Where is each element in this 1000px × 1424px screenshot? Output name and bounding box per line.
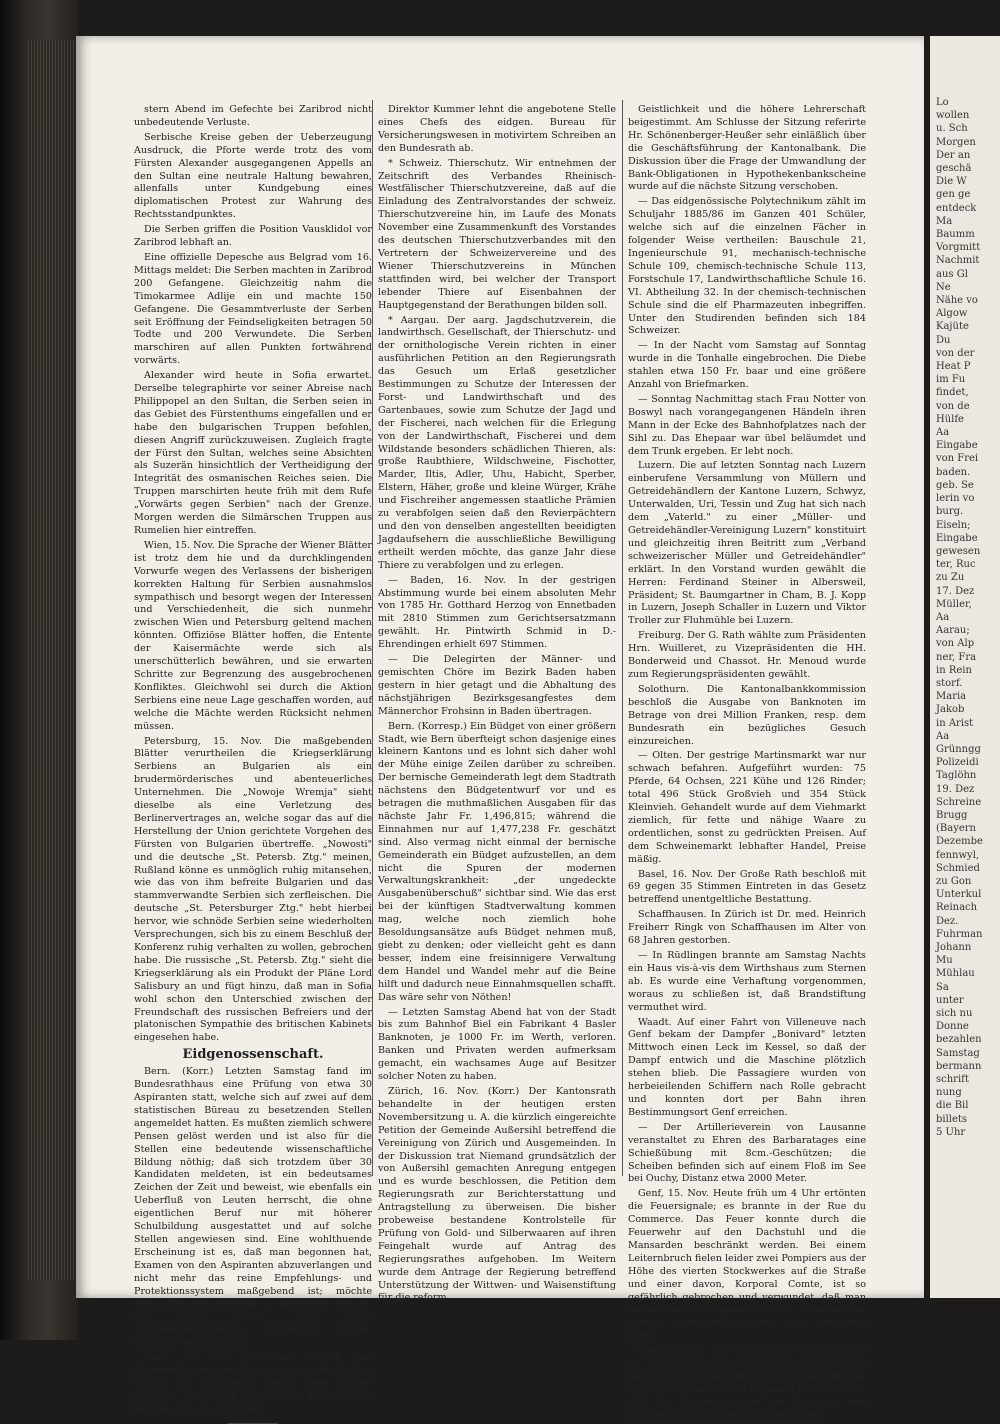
adjacent-page-fragment: bermann (936, 1060, 982, 1072)
adjacent-page-fragment: Eiseln; (936, 519, 971, 531)
adjacent-page-fragment: Grünngg (936, 743, 981, 755)
adjacent-page-fragment: von Frei (936, 453, 979, 465)
adjacent-page-fragment: Aarau; (936, 625, 970, 637)
adjacent-page-fragment: u. Sch (936, 123, 968, 135)
page-edges (28, 40, 74, 1280)
adjacent-page-fragment: Kajüte (936, 321, 969, 333)
adjacent-page-fragment: Nähe vo (936, 295, 978, 307)
adjacent-page-fragment: Johann (936, 942, 972, 953)
adjacent-page-fragment: Algow (936, 308, 968, 320)
article-paragraph: Alexander wird heute in Sofia erwartet. Derselbe telegraphirte vor seiner Abreise nach Philippopel an den Sultan, die Serben seien in das Gebiet des Fürstenthums eingefallen und er habe den bulgarischen Truppen befohlen, diesen Angriff zurückzuweisen. Zugleich fragte der Fürst den Sultan, welches seine Absichten als Suzerän hinsichtlich der Vertheidigung der Integrität des osmanischen Reiches seien. Die Truppen marschirten heute früh mit dem Rufe „Vorwärts gegen Serbien" nach der Grenze. Morgen werden die Silmärschen Truppen aus Rumelien hier eintreffen. (134, 370, 372, 536)
adjacent-page-fragment: Jakob (936, 704, 965, 716)
adjacent-page-fragment: unter (936, 994, 964, 1006)
adjacent-page-fragment: Mu (936, 955, 953, 967)
adjacent-page-fragment: sich nu (936, 1008, 973, 1020)
adjacent-page-fragment: Mühlau (936, 968, 975, 980)
adjacent-page-fragment: burg. (936, 506, 964, 518)
adjacent-page-fragment: lerin vo (936, 493, 975, 505)
article-paragraph: Basel, 16. Nov. Der Große Rath beschloß mit 69 gegen 35 Stimmen Eintreten in das Gesetz betreffend unentgeltliche Bestattung. (628, 868, 866, 906)
adjacent-page-fragment: Polizeidi (936, 757, 979, 769)
adjacent-page-fragment: nung (936, 1087, 962, 1099)
article-paragraph: Direktor Kummer lehnt die angebotene Stelle eines Chefs des eidgen. Bureau für Versicherungswesen in motivirtem Schreiben an den Bundesrath ab. (378, 104, 616, 154)
article-paragraph: — In der Nacht vom Samstag auf Sonntag wurde in die Tonhalle eingebrochen. Die Diebe stahlen etwa 150 Fr. baar und eine größere Anzahl von Briefmarken. (628, 340, 866, 391)
adjacent-page-fragment: die Bil (936, 1100, 969, 1112)
column-1-paragraphs (134, 104, 372, 1045)
column-rule (622, 100, 623, 1176)
adjacent-page-fragment: Eingabe (936, 440, 978, 452)
article-paragraph: — Die Delegirten der Männer- und gemischten Chöre im Bezirk Baden haben gestern in hier getagt und die Abhaltung des nächstjährigen Bezirksgesangfestes dem Männerchor Frohsinn in Baden übertragen. (378, 654, 616, 717)
adjacent-page-fragment: Donne (936, 1021, 969, 1033)
article-paragraph: Luzern. Die auf letzten Sonntag nach Luzern einberufene Versammlung von Müllern und Getreidehändlern der Kantone Luzern, Schwyz, Unterwalden, Uri, Tessin und Zug hat sich nach dem „Vaterld." zu einer „Müller- und Getreidehändler-Vereinigung Luzern" konstituirt und gleichzeitig ihren Beitritt zum „Verband schweizerischer Müller und Getreidehändler" erklärt. In den Vorstand wurden gewählt die Herren: Ferdinand Steiner in Albersweil, Präsident; St. Baumgartner in Cham, B. J. Kopp in Luzern, Joseph Schaller in Luzern und Viktor Troller zur Fluhmühle bei Luzern. (628, 460, 866, 627)
article-paragraph: Waadt. Auf einer Fahrt von Villeneuve nach Genf bekam der Dampfer „Bonivard" letzten Mittwoch einen Leck im Kessel, so daß der Dampf entwich und die Maschine plötzlich stehen blieb. Die Passagiere wurden von herbeieilenden Schiffern nach Rolle gebracht und konnten dort per Bahn ihren Bestimmungsort Genf erreichen. (628, 1016, 866, 1118)
adjacent-page-fragment: zu Zu (936, 572, 965, 584)
adjacent-page-fragment: Samstag (936, 1047, 980, 1059)
article-paragraph: Zürich, 16. Nov. (Korr.) Der Kantonsrath behandelte in der heutigen ersten Novembersitzung u. A. die kürzlich eingereichte Petition der Gemeinde Außersihl betreffend die Vereinigung von Zürich und Ausgemeinden. In der Diskussion trat Niemand grundsätzlich der von Außersihl gemachten Anregung entgegen und es wurde beschlossen, die Petition dem Regierungsrath zur Berichterstattung und Antragstellung zu überweisen. Die bisher probeweise bestandene Kontrolstelle für Prüfung von Gold- und Silberwaaren auf ihren Feingehalt wurde auf Antrag des Regierungsrathes aufgehoben. Im Weitern wurde dem Antrage der Regierung betreffend Unterstützung der Wittwen- und Waisenstiftung für die reform. (378, 1085, 616, 1304)
article-paragraph: Schaffhausen. In Zürich ist Dr. med. Heinrich Freiherr Ringk von Schaffhausen im Alter von 68 Jahren gestorben. (628, 909, 866, 947)
article-paragraph: — Sonntag Nachmittag stach Frau Notter von Boswyl nach vorangegangenen Händeln ihren Mann in der Ecke des Bahnhofplatzes nach der Sihl zu. Das Ehepaar war übel beläumdet und dem Trunk ergeben. Er lebt noch. (628, 393, 866, 457)
adjacent-page-fragment: 5 Uhr (936, 1126, 966, 1138)
column-1 (134, 104, 372, 1415)
column-3 (628, 104, 866, 1421)
column-2-paragraphs (378, 104, 616, 1305)
adjacent-page-fragment: Taglöhn (936, 770, 977, 782)
adjacent-page-fragment: findet, (936, 387, 969, 399)
article-paragraph: — Baden, 16. Nov. In der gestrigen Abstimmung wurde bei einem absoluten Mehr von 1785 Hr. Gotthard Herzog von Ennetbaden mit 2810 Stimmen zum Gerichtsersatzmann gewählt. Hr. Pintwirth Schmid in D.-Ehrendingen erhielt 697 Stimmen. (378, 574, 616, 651)
adjacent-page-fragment: Heat P (936, 361, 971, 373)
adjacent-page-fragment: geb. Se (936, 479, 974, 491)
article-paragraph: — Olten. Der gestrige Martinsmarkt war nur schwach befahren. Aufgeführt wurden: 75 Pferde, 64 Ochsen, 221 Kühe und 126 Rinder; total 496 Stück Großvieh und 354 Stück Kleinvieh. Gehandelt wurde auf dem Viehmarkt ziemlich, für fette und nähige Waare zu ordentlichen, sonst zu gedrückten Preisen. Auf dem Schweinemarkt lebhafter Handel, Preise mäßig. (628, 750, 866, 865)
adjacent-page-fragment: Lo (936, 97, 949, 108)
article-paragraph: Serbische Kreise geben der Ueberzeugung Ausdruck, die Pforte werde trotz des vom Fürsten Alexander ausgegangenen Appells an den Sultan eine neutrale Haltung bewahren, allenfalls unter Kundgebung eines diplomatischen Protest zur Wahrung des Rechtsstandpunktes. (134, 131, 372, 221)
article-paragraph: Eine offizielle Depesche aus Belgrad vom 16. Mittags meldet: Die Serben machten in Zaribrod 200 Gefangene. Gleichzeitig nahm die Timokarmee Adlije ein und machte 150 Gefangene. Die Gesammtverluste der Serben seit Eröffnung der Feindseligkeiten betragen 50 Todte und 200 Verwundete. Die Serben marschiren auf allen Punkten fortwährend vorwärts. (134, 251, 372, 367)
adjacent-page-fragment: Reinach (936, 902, 978, 914)
adjacent-page-fragment: aus Gl (936, 268, 968, 280)
article-paragraph: Wien, 15. Nov. Die Sprache der Wiener Blätter ist trotz dem hie und da durchklingenden Vorwurfe wegen des Verlassens der bisherigen korrekten Haltung für Serbien ausnahmslos sympathisch und besorgt wegen der Interessen und Verschiedenheit, die sich nunmehr zwischen Wien und Petersburg geltend machen könnten. Offiziöse Blätter hoffen, die Entente der Kaisermächte werde sich als unerschütterlich bewähren, und sie erwarten Schritte zur Begrenzung des ausgebrochenen Konfliktes. Gleichwohl sei durch die Aktion Serbiens eine neue Lage geschaffen worden, auf welche die Mächte werden Rücksicht nehmen müssen. (134, 539, 372, 732)
adjacent-page-fragment: Aa (936, 611, 950, 623)
adjacent-page-fragment: Vorgmitt (936, 242, 981, 254)
adjacent-page-fragment: Sa (936, 981, 949, 993)
adjacent-page-fragment: Morgen (936, 136, 976, 148)
adjacent-page-fragment: 17. Dez (936, 585, 975, 597)
adjacent-page-fragment: Müller, (936, 598, 972, 610)
adjacent-page-fragment: Nachmit (936, 255, 980, 267)
adjacent-page-fragment: Hülfe (936, 413, 964, 425)
adjacent-page-fragments (930, 36, 1000, 1139)
adjacent-page-fragment: gen ge (936, 189, 971, 201)
adjacent-page-fragment: Maria (936, 691, 967, 703)
article-paragraph: Bern. (Korr.) Letzten Samstag fand im Bundesrathhaus eine Prüfung von etwa 30 Aspiranten statt, welche sich auf zwei auf dem statistischen Büreau zu besetzenden Stellen angemeldet hatten. Es mußten ziemlich schwere Pensen gelöst werden und ist also für die Stellen eine bedeutende wissenschaftliche Bildung nöthig; daß sich trotzdem über 30 Kandidaten meldeten, ist ein bedeutsames Zeichen der Zeit und beweist, wie ebenfalls ein Ueberfluß von Leuten herrscht, die ohne eigentlichen Beruf nur mit höherer Schulbildung ausgestattet und auf solche Stellen angewiesen sind. Eine wohlthuende Erscheinung ist es, daß man begonnen hat, Examen von den Aspiranten abzuverlangen und nicht mehr das reine Empfehlungs- und Protektionssystem maßgebend ist; möchte dieses für eine Republik so unwürdige System, das heute leider noch viele verdammungswürdige Auswüchse treibt, gänzlich verschwinden. (134, 1066, 372, 1349)
adjacent-page-fragment: gewesen (936, 545, 981, 557)
adjacent-page-fragment: 19. Dez (936, 783, 975, 795)
adjacent-page-fragment: von der (936, 347, 975, 359)
article-paragraph: Bern, 16. Nov. Zwischen Belgien und Frankreich wird unablässig unterhandelt. Man glaubt, ein Entscheid werde diese Woche erfolgen. Frankreich ist sichtlich bemüht, mit Belgien sich zu arrangiren. (134, 1352, 372, 1415)
adjacent-page-fragment: wollen (936, 110, 970, 122)
adjacent-page-fragment: storf. (936, 677, 963, 689)
adjacent-page-fragment: Dez. (936, 915, 959, 927)
adjacent-page-fragment: Ma (936, 215, 953, 227)
adjacent-page-fragment: (Bayern (936, 823, 976, 835)
adjacent-page-fragment: Aa (936, 427, 950, 439)
column-1-paragraphs-after (134, 1066, 372, 1416)
adjacent-page-fragment: Dezembe (936, 836, 983, 848)
article-paragraph: stern Abend im Gefechte bei Zaribrod nicht unbedeutende Verluste. (134, 104, 372, 128)
adjacent-page-fragment: von de (936, 400, 970, 412)
adjacent-page-fragment: Fuhrman (936, 928, 983, 940)
adjacent-page-fragment: Schreine (936, 796, 982, 808)
adjacent-page-fragment: im Fu (936, 374, 966, 386)
separator-line (228, 1423, 278, 1424)
adjacent-page-fragment: Schmied (936, 862, 980, 874)
adjacent-page-fragment: Unterkul (936, 889, 982, 901)
adjacent-page-fragment: von Alp (936, 638, 975, 650)
adjacent-page-fragment: Eingabe (936, 532, 978, 544)
adjacent-page-fragment: Der an (936, 149, 971, 161)
adjacent-page-fragment: ter, Ruc (936, 559, 976, 571)
adjacent-page-fragment: in Arist (936, 717, 974, 729)
article-paragraph: Rom, 15. dies. Der französische Gesandte frug an, ob Italien an einer Weltausstellung in Paris im Jahre 1889 theilnehmen würde. Der Minister des Aeußern antwortete bejahend und fügte bei, daß die Regierung von der Kammer den nöthigen Kredit zu verlangen bereit sei. (628, 1345, 866, 1421)
article-paragraph: Die Serben griffen die Position Vausklidol vor Zaribrod lebhaft an. (134, 224, 372, 249)
adjacent-page-fragment: in Rein (936, 664, 972, 676)
adjacent-page-fragment: entdeck (936, 202, 977, 214)
column-rule (372, 100, 373, 1176)
adjacent-page-fragment: fennwyl, (936, 849, 980, 861)
column-3-paragraphs (628, 104, 866, 1423)
article-paragraph: — In Rüdlingen brannte am Samstag Nachts ein Haus vis-à-vis dem Wirthshaus zum Sternen ab. Es wurde eine Verhaftung vorgenommen, woraus zu schließen ist, daß Brandstiftung vermuthet wird. (628, 950, 866, 1013)
adjacent-page-fragment: ner, Fra (936, 651, 977, 663)
adjacent-page-edge (930, 36, 1000, 1298)
article-paragraph: Genf, 15. Nov. Heute früh um 4 Uhr ertönten die Feuersignale; es brannte in der Rue du Commerce. Das Feuer konnte durch die Feuerwehr auf den Dachstuhl und die Mansarden beschränkt werden. Bei einem Leiternbruch fielen leider zwei Pompiers aus der Höhe des vierten Stockwerkes auf die Straße und einer davon, Korporal Comte, ist so gefährlich gebrochen und verwundet, daß man an seinem Fortkommen zweifelt, während der andere merkwürdigerweise fast unverletzt blieb. (628, 1188, 866, 1342)
book-spine (0, 0, 78, 1340)
adjacent-page-fragment: baden. (936, 466, 971, 478)
adjacent-page-fragment: zu Gon (936, 875, 972, 887)
article-paragraph: Petersburg, 15. Nov. Die maßgebenden Blätter verurtheilen die Kriegserklärung Serbiens an Bulgarien als ein brudermörderisches und abenteuerliches Unternehmen. Die „Nowoje Wremja" sieht dieselbe als eine Verletzung des Berlinervertrages an, welche sogar das auf die Herstellung der Union gerichtete Vorgehen des Fürsten von Bulgarien übertreffe. „Nowosti" und die deutsche „St. Petersb. Ztg." meinen, Rußland könne es unmöglich ruhig mitansehen, wie das von ihm befreite Bulgarien und das stammverwandte Serbien sich zerfleischen. Die deutsche „St. Petersburger Ztg." hebt hierbei hervor, wie schnöde Serbien seine wiederholten Versprechungen, sich bis zu einem Beschluß der Konferenz ruhig verhalten zu wollen, gebrochen habe. Die russische „St. Petersb. Ztg." sieht die Kriegserklärung als ein Produkt der Pläne Lord Salisbury an und fügt hinzu, daß man in Sofia wohl schon den Unterschied zwischen der Freundschaft des russischen Befreiers und der platonischen Sympathie des britischen Kabinets eingesehen habe. (134, 735, 372, 1044)
article-paragraph: — Das eidgenössische Polytechnikum zählt im Schuljahr 1885/86 im Ganzen 401 Schüler, welche sich auf die einzelnen Fächer in folgender Weise vertheilen: Bauschule 21, Ingenieurschule 91, mechanisch-technische Schule 109, chemisch-technische Schule 113, Forstschule 17, Landwirthschaftliche Schule 16. VI. Abtheilung 32. In der chemisch-technischen Schule sind die elf Pharmazeuten inbegriffen. Unter den Studirenden befinden sich 184 Schweizer. (628, 196, 866, 337)
article-paragraph: Geistlichkeit und die höhere Lehrerschaft beigestimmt. Am Schlusse der Sitzung referirte Hr. Schönenberger-Heußer sehr einläßlich über die Geschäftsführung der Kantonalbank. Die Diskussion über die Frage der Umwandlung der Bank-Obligationen in Hypothekenbankscheine wurde auf die nächste Sitzung verschoben. (628, 104, 866, 193)
adjacent-page-fragment: bezahlen (936, 1034, 982, 1046)
article-paragraph: * Schweiz. Thierschutz. Wir entnehmen der Zeitschrift des Verbandes Rheinisch-Westfälischer Thierschutzvereine, daß auf die Einladung des Zentralvorstandes der schweiz. Thierschutzvereine hin, im Laufe des Monats November eine Zusammenkunft des Vorstandes des deutschen Thierschutzverbandes mit den Vertretern der Schweizervereine und des Wiener Thierschutzvereins in München stattfinden wird, bei welcher der Transport lebender Thiere auf Eisenbahnen der Hauptgegenstand der Berathungen bilden soll. (378, 157, 616, 311)
adjacent-page-fragment: Du (936, 334, 951, 346)
article-paragraph: — Der Artillerieverein von Lausanne veranstaltet zu Ehren des Barbaratages eine Schießübung mit 8cm.-Geschützen; die Scheiben befinden sich auf einem Floß im See bei Ouchy, Distanz etwa 2000 Meter. (628, 1121, 866, 1185)
adjacent-page-fragment: Aa (936, 730, 950, 742)
adjacent-page-fragment: schrift (936, 1074, 969, 1086)
adjacent-page-fragment: geschä (936, 163, 972, 175)
article-paragraph: — Letzten Samstag Abend hat von der Stadt bis zum Bahnhof Biel ein Fabrikant 4 Basler Banknoten, je 1000 Fr. im Werth, verloren. Banken und Privaten werden aufmerksam gemacht, ein wachsames Auge auf Besitzer solcher Noten zu haben. (378, 1006, 616, 1083)
adjacent-page-fragment: Brugg (936, 809, 968, 821)
adjacent-page-fragment: billets (936, 1113, 968, 1125)
column-2 (378, 104, 616, 1304)
adjacent-page-fragment: Ne (936, 281, 951, 293)
adjacent-page-fragment: Baumm (936, 229, 975, 241)
section-title: Eidgenossenschaft. (182, 1047, 324, 1063)
article-paragraph: Freiburg. Der G. Rath wählte zum Präsidenten Hrn. Wuilleret, zu Vizepräsidenten die HH. Bonderweid und Chassot. Hr. Menoud wurde zum Regierungspräsidenten gewählt. (628, 630, 866, 680)
article-paragraph: Solothurn. Die Kantonalbankkommission beschloß die Ausgabe von Banknoten im Betrage von drei Million Franken, resp. dem Bundesrath ein bezügliches Gesuch einzureichen. (628, 683, 866, 747)
article-paragraph: Bern. (Korresp.) Ein Büdget von einer größern Stadt, wie Bern überfteigt schon dasjenige eines kleinern Kantons und es lohnt sich daher wohl der Mühe einige Zeilen darüber zu schreiben. Der bernische Gemeinderath legt dem Stadtrath nächstens den Büdgetentwurf vor und es betragen die muthmaßlichen Ausgaben für das nächste Jahr Fr. 1,496,815; während die Einnahmen nur auf 1,477,238 Fr. geschätzt sind. Also vermag nicht einmal der bernische Gemeinderath ein Büdget aufzustellen, an dem nicht die Spuren der modernen Verwaltungskrankheit: „der ungedeckte Ausgabenüberschuß" sichtbar sind. Wie das erst bei der künftigen Stadtverwaltung kommen mag, welche noch ziemlich hohe Besoldungsansätze aufs Büdget nehmen muß, giebt zu denken; oder vielleicht geht es dann besser, indem eine freisinnigere Verwaltung dem Handel und Wandel mehr auf die Beine hilft und dadurch neue Einnahmsquellen schafft. Das wäre sehr von Nöthen! (378, 720, 616, 1003)
adjacent-page-fragment: Die W (936, 176, 967, 188)
article-paragraph: * Aargau. Der aarg. Jagdschutzverein, die landwirthsch. Gesellschaft, der Thierschutz- und der ornithologische Verein richten in einer ausführlichen Petition an den Regierungsrath das Gesuch um Erlaß gesetzlicher Bestimmungen zu Schutze der Interessen der Forst- und Landwirthschaft und des Gartenbaues, sowie zum Schutze der Jagd und der Fischerei, nach welchen für die Erlegung von der Landwirthschaft, Fischerei und dem Wildstande besonders schädlichen Thieren, als: große Raubthiere, Wildschweine, Fischotter, Marder, Iltis, Adler, Uhu, Habicht, Sperber, Elstern, Häher, große und kleine Würger, Krähe und Fischreiher angemessen staatliche Prämien zu verabfolgen seien daß den Revierpächtern und den von denselben angestellten beeidigten Jagdaufsehern die ausschließliche Bewilligung ertheilt werden möchte, das ganze Jahr diese Thiere zu verabfolgen und zu erlegen. (378, 314, 616, 571)
